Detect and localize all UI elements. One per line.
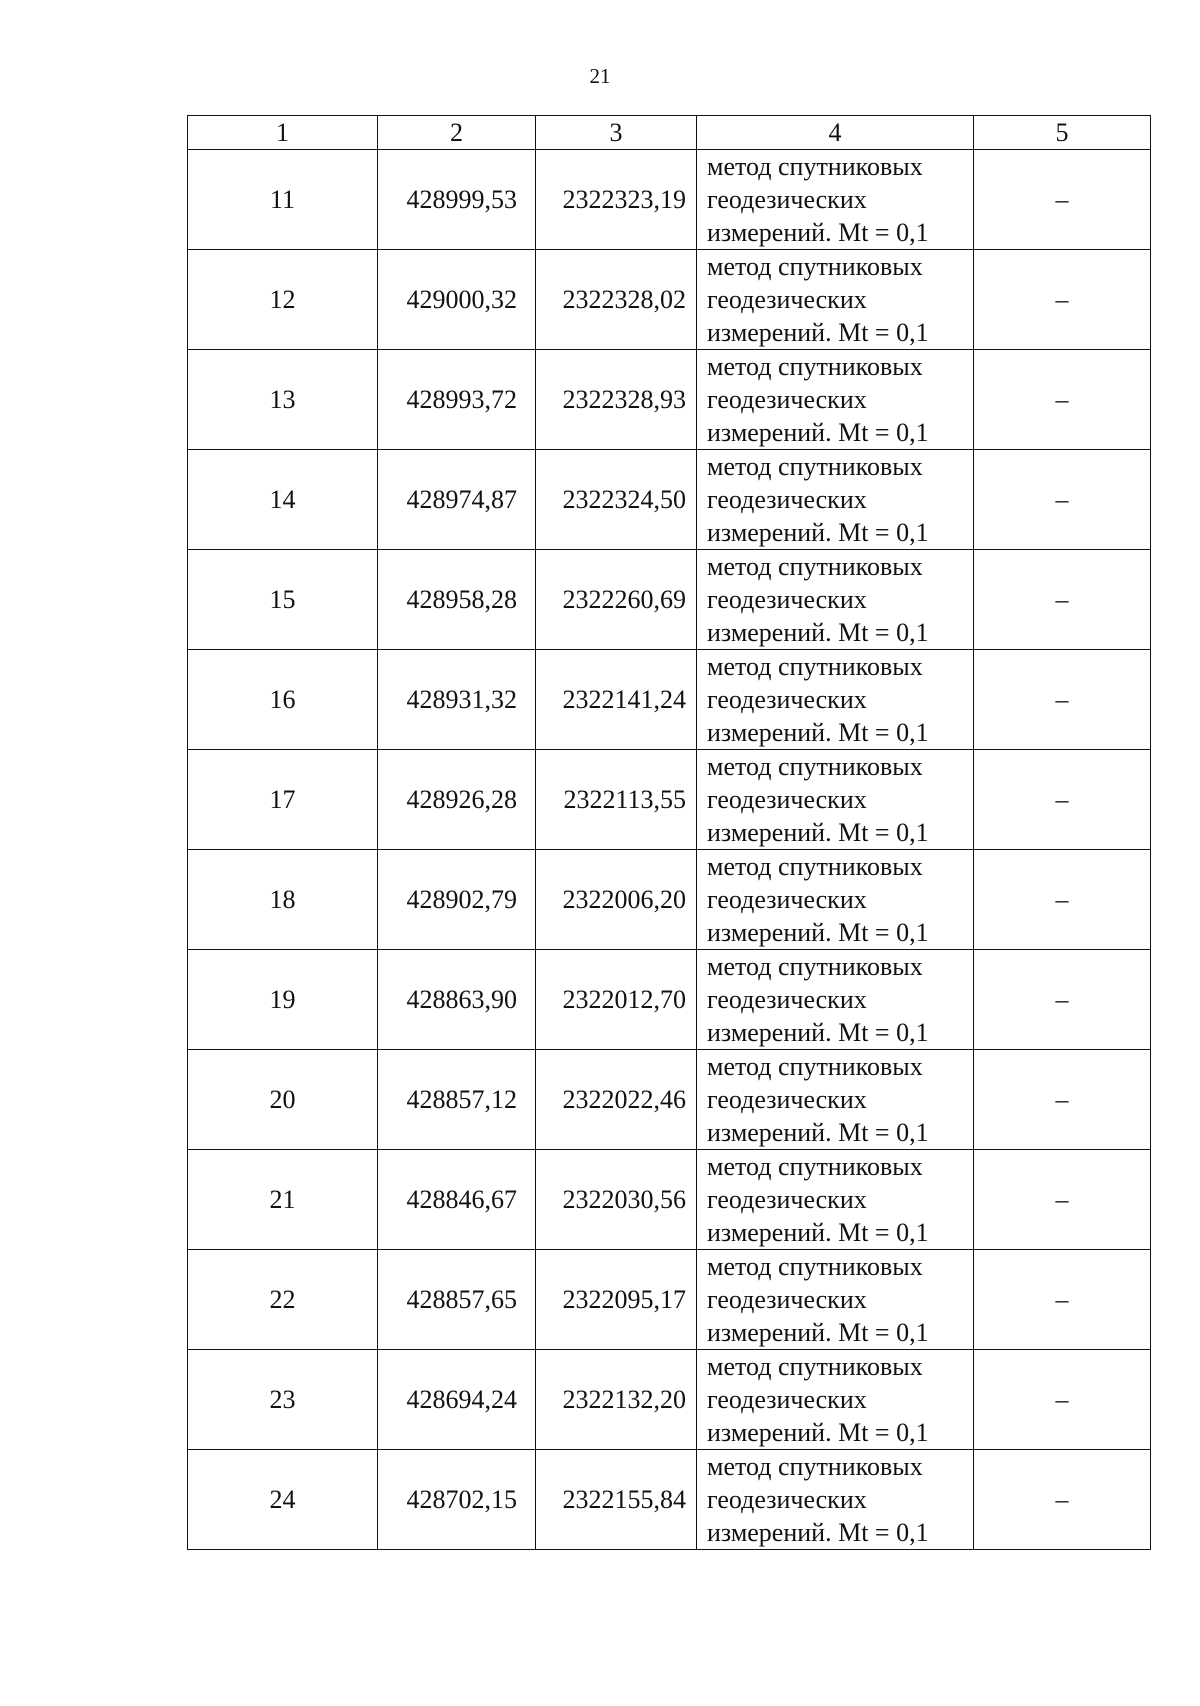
method-line-1: метод спутниковых [707, 352, 923, 381]
header-row [188, 116, 1151, 150]
method-line-1: метод спутниковых [707, 1452, 923, 1481]
coordinate-y: 2322022,46 [536, 1050, 697, 1150]
method-line-2: геодезических [707, 1285, 867, 1314]
method-cell [697, 1450, 974, 1550]
table-row [188, 750, 1151, 850]
point-number: 22 [188, 1250, 378, 1350]
coordinate-x: 428926,28 [378, 750, 536, 850]
note-cell: – [974, 650, 1151, 750]
coordinate-x: 428999,53 [378, 150, 536, 250]
note-cell: – [974, 450, 1151, 550]
header-col-2: 2 [378, 116, 536, 150]
method-line-3: измерений. Mt = 0,1 [707, 518, 929, 547]
point-number: 12 [188, 250, 378, 350]
point-number: 16 [188, 650, 378, 750]
method-line-1: метод спутниковых [707, 152, 923, 181]
coordinate-y: 2322095,17 [536, 1250, 697, 1350]
method-line-1: метод спутниковых [707, 252, 923, 281]
table-row [188, 950, 1151, 1050]
coordinate-x: 428702,15 [378, 1450, 536, 1550]
coordinate-y: 2322324,50 [536, 450, 697, 550]
note-cell: – [974, 350, 1151, 450]
method-line-3: измерений. Mt = 0,1 [707, 1418, 929, 1447]
method-line-3: измерений. Mt = 0,1 [707, 718, 929, 747]
note-cell: – [974, 1350, 1151, 1450]
point-number: 11 [188, 150, 378, 250]
table-row [188, 350, 1151, 450]
coordinate-y: 2322323,19 [536, 150, 697, 250]
method-cell [697, 750, 974, 850]
method-line-2: геодезических [707, 585, 867, 614]
method-cell [697, 1050, 974, 1150]
header-col-5: 5 [974, 116, 1151, 150]
method-line-2: геодезических [707, 985, 867, 1014]
coordinate-y: 2322328,02 [536, 250, 697, 350]
method-line-3: измерений. Mt = 0,1 [707, 1018, 929, 1047]
coordinate-x: 428931,32 [378, 650, 536, 750]
table-row [188, 650, 1151, 750]
method-line-2: геодезических [707, 185, 867, 214]
method-line-2: геодезических [707, 1385, 867, 1414]
method-cell [697, 650, 974, 750]
method-line-1: метод спутниковых [707, 952, 923, 981]
method-cell [697, 850, 974, 950]
method-line-1: метод спутниковых [707, 1252, 923, 1281]
coordinate-y: 2322030,56 [536, 1150, 697, 1250]
method-cell [697, 550, 974, 650]
coordinate-x: 428857,65 [378, 1250, 536, 1350]
method-line-2: геодезических [707, 1485, 867, 1514]
note-cell: – [974, 550, 1151, 650]
method-line-3: измерений. Mt = 0,1 [707, 818, 929, 847]
method-line-2: геодезических [707, 885, 867, 914]
method-line-2: геодезических [707, 285, 867, 314]
method-line-3: измерений. Mt = 0,1 [707, 618, 929, 647]
coordinate-x: 428857,12 [378, 1050, 536, 1150]
method-line-2: геодезических [707, 485, 867, 514]
note-cell: – [974, 1150, 1151, 1250]
method-line-3: измерений. Mt = 0,1 [707, 1518, 929, 1547]
coordinate-y: 2322132,20 [536, 1350, 697, 1450]
coordinate-x: 428902,79 [378, 850, 536, 950]
note-cell: – [974, 250, 1151, 350]
coordinate-x: 428974,87 [378, 450, 536, 550]
header-col-3: 3 [536, 116, 697, 150]
method-line-3: измерений. Mt = 0,1 [707, 918, 929, 947]
method-line-2: геодезических [707, 685, 867, 714]
coordinate-y: 2322006,20 [536, 850, 697, 950]
point-number: 21 [188, 1150, 378, 1250]
table-row [188, 1450, 1151, 1550]
method-line-1: метод спутниковых [707, 1152, 923, 1181]
method-line-1: метод спутниковых [707, 1052, 923, 1081]
note-cell: – [974, 950, 1151, 1050]
method-line-3: измерений. Mt = 0,1 [707, 318, 929, 347]
method-line-1: метод спутниковых [707, 852, 923, 881]
table-row [188, 1250, 1151, 1350]
method-line-3: измерений. Mt = 0,1 [707, 1318, 929, 1347]
table-row [188, 450, 1151, 550]
coordinate-y: 2322012,70 [536, 950, 697, 1050]
note-cell: – [974, 750, 1151, 850]
coordinate-x: 428694,24 [378, 1350, 536, 1450]
note-cell: – [974, 150, 1151, 250]
coordinate-x: 428993,72 [378, 350, 536, 450]
method-cell [697, 450, 974, 550]
header-col-4: 4 [697, 116, 974, 150]
table-row [188, 550, 1151, 650]
note-cell: – [974, 1450, 1151, 1550]
method-line-3: измерений. Mt = 0,1 [707, 418, 929, 447]
table-row [188, 250, 1151, 350]
method-line-2: геодезических [707, 785, 867, 814]
point-number: 24 [188, 1450, 378, 1550]
table-row [188, 1350, 1151, 1450]
table-body [188, 150, 1151, 1550]
point-number: 14 [188, 450, 378, 550]
coordinate-y: 2322328,93 [536, 350, 697, 450]
coordinate-y: 2322141,24 [536, 650, 697, 750]
method-cell [697, 1350, 974, 1450]
note-cell: – [974, 850, 1151, 950]
table-row [188, 850, 1151, 950]
point-number: 23 [188, 1350, 378, 1450]
coordinate-y: 2322260,69 [536, 550, 697, 650]
method-line-3: измерений. Mt = 0,1 [707, 218, 929, 247]
coordinate-x: 428863,90 [378, 950, 536, 1050]
method-cell [697, 250, 974, 350]
method-cell [697, 950, 974, 1050]
method-cell [697, 150, 974, 250]
method-line-2: геодезических [707, 1085, 867, 1114]
coordinates-table [187, 115, 1151, 1550]
note-cell: – [974, 1050, 1151, 1150]
method-line-2: геодезических [707, 1185, 867, 1214]
method-line-2: геодезических [707, 385, 867, 414]
point-number: 19 [188, 950, 378, 1050]
method-cell [697, 1150, 974, 1250]
point-number: 17 [188, 750, 378, 850]
header-col-1: 1 [188, 116, 378, 150]
method-line-1: метод спутниковых [707, 752, 923, 781]
coordinate-x: 429000,32 [378, 250, 536, 350]
method-line-3: измерений. Mt = 0,1 [707, 1218, 929, 1247]
method-line-1: метод спутниковых [707, 652, 923, 681]
point-number: 18 [188, 850, 378, 950]
page-number: 21 [589, 64, 611, 88]
table-row [188, 150, 1151, 250]
coordinate-y: 2322155,84 [536, 1450, 697, 1550]
method-line-3: измерений. Mt = 0,1 [707, 1118, 929, 1147]
coordinate-x: 428846,67 [378, 1150, 536, 1250]
point-number: 20 [188, 1050, 378, 1150]
method-cell [697, 350, 974, 450]
point-number: 13 [188, 350, 378, 450]
method-line-1: метод спутниковых [707, 552, 923, 581]
note-cell: – [974, 1250, 1151, 1350]
method-cell [697, 1250, 974, 1350]
table-row [188, 1150, 1151, 1250]
coordinate-y: 2322113,55 [536, 750, 697, 850]
coordinate-x: 428958,28 [378, 550, 536, 650]
table-row [188, 1050, 1151, 1150]
method-line-1: метод спутниковых [707, 1352, 923, 1381]
point-number: 15 [188, 550, 378, 650]
method-line-1: метод спутниковых [707, 452, 923, 481]
table-header [188, 116, 1151, 150]
